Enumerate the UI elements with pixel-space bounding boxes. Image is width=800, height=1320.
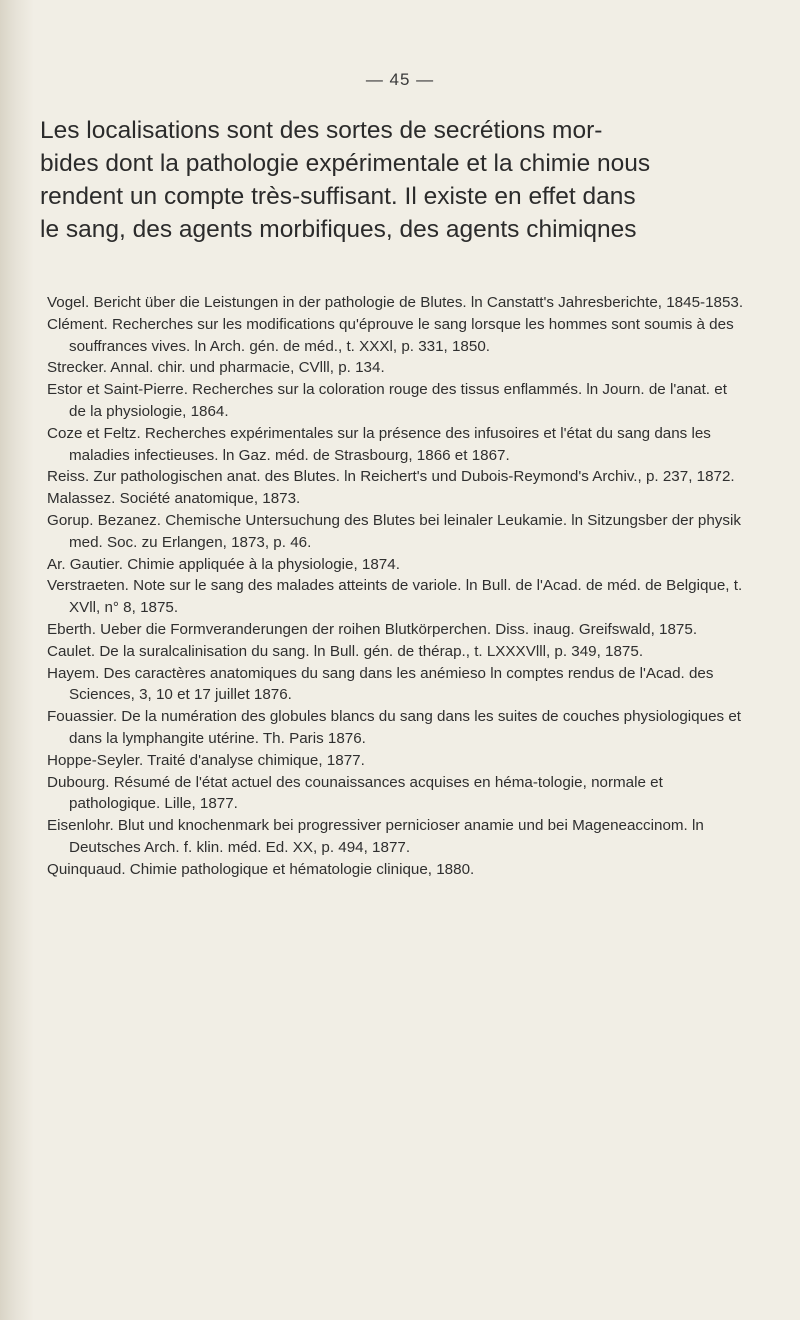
bibliography-entry: Eberth. Ueber die Formveranderungen der roihen Blutkörperchen. Diss. inaug. Greifswald, 1875. [47, 620, 698, 638]
bibliography-entry: Hoppe-Seyler. Traité d'analyse chimique, 1877. [47, 751, 365, 769]
bibliography-entry: Estor et Saint-Pierre. Recherches sur la coloration rouge des tissus enflammés. ln Journ. de l'anat. et de la physiologie, 1864. [47, 381, 727, 420]
bibliography-entry: Ar. Gautier. Chimie appliquée à la physiologie, 1874. [47, 555, 400, 573]
intro-line: le sang, des agents morbifiques, des agents chimiqnes [40, 216, 637, 243]
page-number: — 45 — [365, 70, 435, 89]
bibliography-entry: Vogel. Bericht über die Leistungen in der pathologie de Blutes. ln Canstatt's Jahresberichte, 1845-1853. [47, 294, 744, 311]
intro-line: Les localisations sont des sortes de secrétions mor- [40, 117, 603, 144]
bibliography-entry: Hayem. Des caractères anatomiques du sang dans les anémieso ln comptes rendus de l'Acad. des Sciences, 3, 10 et 17 juillet 1876. [47, 664, 714, 704]
bibliography-entry: Verstraeten. Note sur le sang des malades atteints de variole. ln Bull. de l'Acad. de méd. de Belgique, t. XVll, n° 8, 1875. [47, 577, 743, 617]
intro-line: rendent un compte très-suffisant. Il existe en effet dans [40, 183, 636, 210]
bibliography-entry: Coze et Feltz. Recherches expérimentales sur la présence des infusoires et l'état du sang dans les maladies infectieuses. ln Gaz. méd. de Strasbourg, 1866 et 1867. [47, 424, 711, 464]
bibliography-entry: Reiss. Zur pathologischen anat. des Blutes. ln Reichert's und Dubois-Reymond's Archiv., p. 237, 1872. [47, 468, 735, 486]
bibliography-entry: Strecker. Annal. chir. und pharmacie, CVlll, p. 134. [47, 359, 385, 377]
intro-paragraph [40, 114, 730, 246]
bibliography-list [47, 292, 747, 881]
bibliography-entry: Clément. Recherches sur les modifications qu'éprouve le sang lorsque les hommes sont soumis à des souffrances vives. ln Arch. gén. de méd., t. XXXl, p. 331, 1850. [47, 315, 734, 355]
bibliography-entry: Dubourg. Résumé de l'état actuel des counaissances acquises en héma-tologie, normale et pathologique. Lille, 1877. [47, 773, 663, 813]
bibliography-entry: Malassez. Société anatomique, 1873. [47, 490, 301, 508]
bibliography-entry: Fouassier. De la numération des globules blancs du sang dans les suites de couches physiologiques et dans la lymphangite utérine. Th. Paris 1876. [47, 708, 741, 747]
bibliography-entry: Eisenlohr. Blut und knochenmark bei progressiver pernicioser anamie und bei Mageneaccinom. ln Deutsches Arch. f. klin. méd. Ed. XX, p. 494, 1877. [47, 817, 704, 856]
bibliography-entry: Gorup. Bezanez. Chemische Untersuchung des Blutes bei leinaler Leukamie. ln Sitzungsber der physik med. Soc. zu Erlangen, 1873, p. 46. [47, 511, 741, 551]
page-binding-shadow [0, 0, 34, 1320]
intro-line: bides dont la pathologie expérimentale et la chimie nous [40, 150, 651, 177]
bibliography-entry: Caulet. De la suralcalinisation du sang. ln Bull. gén. de thérap., t. LXXXVlll, p. 349, 1875. [47, 642, 644, 660]
bibliography-entry: Quinquaud. Chimie pathologique et hématologie clinique, 1880. [47, 860, 475, 878]
